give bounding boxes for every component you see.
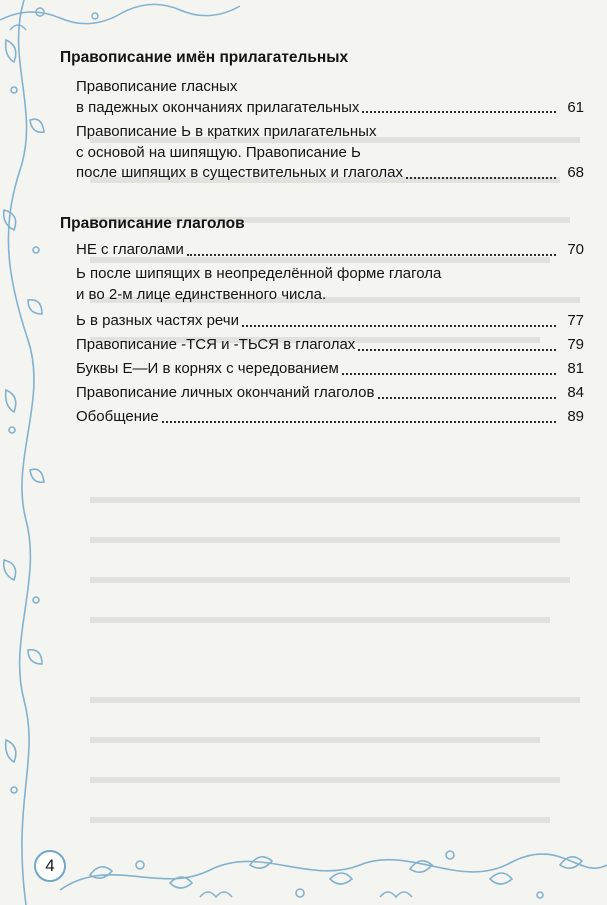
toc-entry-line: в падежных окончаниях прилагательных bbox=[76, 98, 360, 116]
toc-entry bbox=[76, 77, 584, 118]
toc-page-number: 79 bbox=[567, 336, 584, 353]
dot-leader bbox=[342, 373, 556, 375]
toc-entry-line: Правописание личных окончаний глаголов bbox=[76, 384, 375, 401]
toc-entry-line: Ь в разных частях речи bbox=[76, 312, 239, 329]
toc-entry-line: после шипящих в существительных и глаголах bbox=[76, 164, 404, 181]
left-ornament-border bbox=[0, 0, 48, 905]
toc-page-number: 81 bbox=[567, 360, 584, 377]
page-number-badge: 4 bbox=[34, 850, 66, 882]
toc-entry bbox=[76, 383, 584, 404]
dot-leader bbox=[162, 421, 556, 423]
toc-entry bbox=[76, 311, 584, 332]
dot-leader bbox=[187, 254, 556, 256]
dot-leader bbox=[406, 177, 556, 179]
top-ornament-border bbox=[0, 0, 607, 32]
toc-entry-line: НЕ с глаголами bbox=[76, 241, 184, 258]
toc-entry bbox=[76, 122, 584, 184]
toc-entry-line: Правописание гласных bbox=[76, 78, 238, 95]
dot-leader bbox=[242, 325, 556, 327]
toc-entry-line: Ь после шипящих в неопределённой форме глагола bbox=[76, 265, 442, 282]
toc-entry bbox=[76, 359, 584, 380]
toc-page-number: 89 bbox=[567, 408, 584, 425]
toc-entry bbox=[76, 335, 584, 356]
toc-page-number: 68 bbox=[567, 164, 584, 181]
toc-page-number: 61 bbox=[567, 98, 584, 116]
toc-entry-line: Буквы Е—И в корнях с чередованием bbox=[76, 360, 339, 377]
toc-entry bbox=[76, 264, 584, 305]
toc-entry-line: с основой на шипящую. Правописание Ь bbox=[76, 143, 361, 161]
toc-page-number: 77 bbox=[567, 312, 584, 329]
bottom-ornament-border bbox=[0, 835, 607, 905]
toc-entry-line: Правописание -ТСЯ и -ТЬСЯ в глаголах bbox=[76, 336, 356, 353]
toc-page-number: 70 bbox=[567, 241, 584, 258]
toc-entry-line: Правописание Ь в кратких прилагательных bbox=[76, 123, 377, 140]
section-title-verbs: Правописание глаголов bbox=[60, 215, 245, 232]
dot-leader bbox=[378, 397, 557, 399]
toc-entry-line: Обобщение bbox=[76, 408, 159, 425]
toc-entry bbox=[76, 240, 584, 261]
toc-entry-line: и во 2-м лице единственного числа. bbox=[76, 285, 327, 303]
dot-leader bbox=[358, 349, 556, 351]
section-title-adjectives: Правописание имён прилагательных bbox=[60, 49, 349, 66]
toc-entry bbox=[76, 407, 584, 428]
dot-leader bbox=[362, 111, 556, 113]
toc-page-number: 84 bbox=[567, 384, 584, 401]
